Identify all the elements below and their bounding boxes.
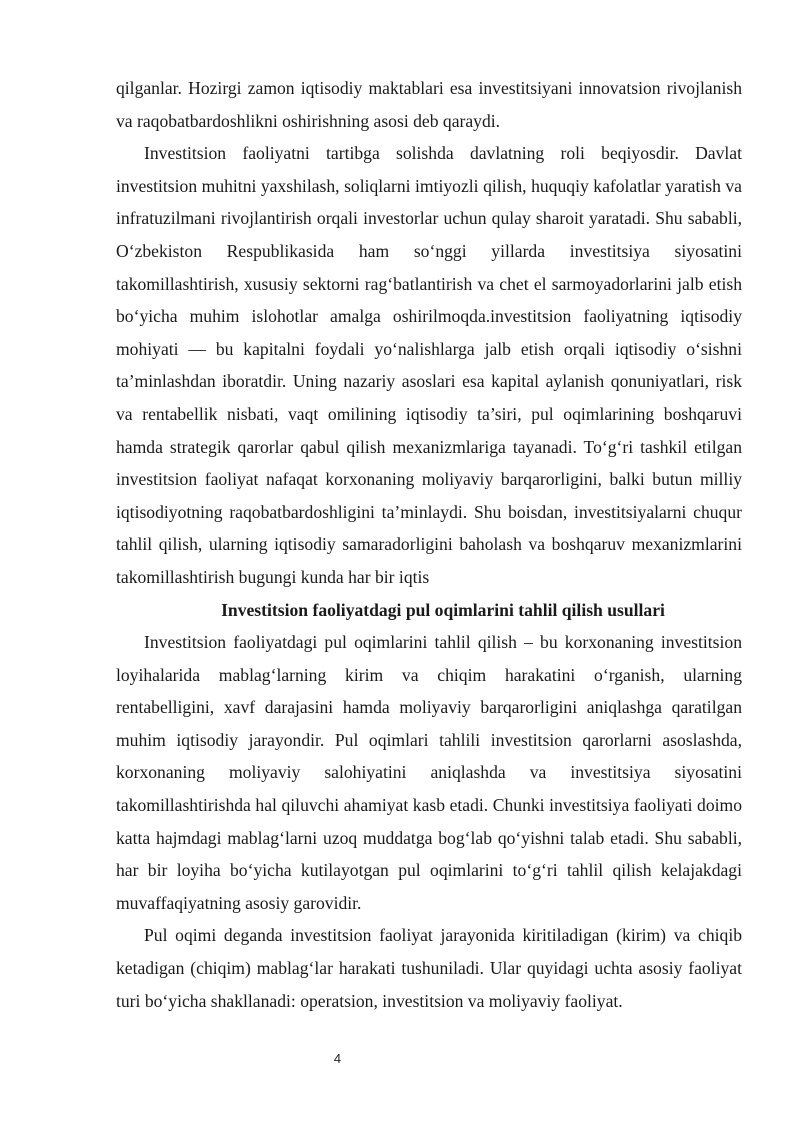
paragraph-cash-flow-analysis: Investitsion faoliyatdagi pul oqimlarini tahlil qilish – bu korxonaning investitsion loyihalarida mablag‘larning kirim va chiqim harakatini o‘rganish, ularning rentabelligini, xavf darajasini hamda moliyaviy barqarorligini aniqlashga qaratilgan muhim iqtisodiy jarayondir. Pul oqimlari tahlili investitsion qarorlarni asoslashda, korxonaning moliyaviy salohiyatini aniqlashda va investitsiya siyosatini takomillashtirishda hal qiluvchi ahamiyat kasb etadi. Chunki investitsiya faoliyati doimo katta hajmdagi mablag‘larni uzoq muddatga bog‘lab qo‘yishni talab etadi. Shu sababli, har bir loyiha bo‘yicha kutilayotgan pul oqimlarini to‘g‘ri tahlil qilish kelajakdagi muvaffaqiyatning asosiy garovidir. [116, 632, 742, 913]
document-page [116, 72, 742, 1017]
section-heading: Investitsion faoliyatdagi pul oqimlarini tahlil qilish usullari [221, 599, 665, 620]
paragraph-cash-flow-definition: Pul oqimi deganda investitsion faoliyat jarayonida kiritiladigan (kirim) va chiqib ketadigan (chiqim) mablag‘lar harakati tushuniladi. Ular quyidagi uchta asosiy faoliyat turi bo‘yicha shakllanadi: operatsion, investitsion va moliyaviy faoliyat. [116, 925, 742, 1011]
paragraph-intro-continued: qilganlar. Hozirgi zamon iqtisodiy maktablari esa investitsiyani innovatsion rivojlanish va raqobatbardoshlikni oshirishning asosi deb qaraydi. [116, 78, 742, 131]
paragraph-state-role: Investitsion faoliyatni tartibga solishda davlatning roli beqiyosdir. Davlat investitsion muhitni yaxshilash, soliqlarni imtiyozli qilish, huquqiy kafolatlar yaratish va infratuzilmani rivojlantirish orqali investorlar uchun qulay sharoit yaratadi. Shu sababli, O‘zbekiston Respublikasida ham so‘nggi yillarda investitsiya siyosatini takomillashtirish, xususiy sektorni rag‘batlantirish va chet el sarmoyadorlarini jalb etish bo‘yicha muhim islohotlar amalga oshirilmoqda.investitsion faoliyatning iqtisodiy mohiyati — bu kapitalni foydali yo‘nalishlarga jalb etish orqali iqtisodiy o‘sishni ta’minlashdan iboratdir. Uning nazariy asoslari esa kapital aylanish qonuniyatlari, risk va rentabellik nisbati, vaqt omilining iqtisodiy ta’siri, pul oqimlarining boshqaruvi hamda strategik qarorlar qabul qilish mexanizmlariga tayanadi. To‘g‘ri tashkil etilgan investitsion faoliyat nafaqat korxonaning moliyaviy barqarorligini, balki butun milliy iqtisodiyotning raqobatbardoshligini ta’minlaydi. Shu boisdan, investitsiyalarni chuqur tahlil qilish, ularning iqtisodiy samaradorligini baholash va boshqaruv mexanizmlarini takomillashtirish bugungi kunda har bir iqtis [116, 143, 742, 587]
page-number: 4 [333, 1051, 342, 1066]
